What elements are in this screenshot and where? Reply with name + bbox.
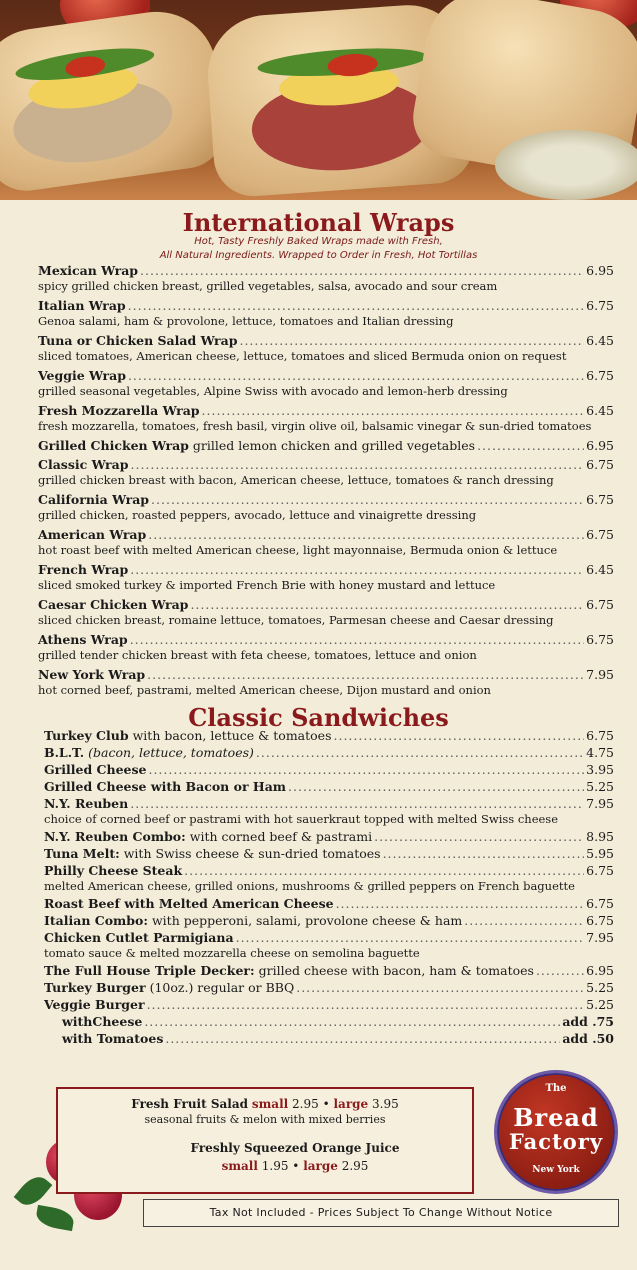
menu-item-name: American Wrap: [38, 527, 147, 542]
menu-item-inline-desc: (bacon, lettuce, tomatoes): [88, 745, 254, 760]
menu-item-price: 4.75: [586, 745, 614, 760]
dot-leader: [256, 745, 584, 761]
orange-juice-large-price: 2.95: [341, 1159, 369, 1173]
bullet-separator: •: [322, 1097, 330, 1111]
menu-item-name: B.L.T.: [44, 745, 85, 760]
dot-leader: [151, 492, 584, 508]
menu-item-name: Mexican Wrap: [38, 263, 139, 278]
menu-item: [44, 913, 614, 929]
menu-addon-price: add .50: [562, 1031, 614, 1046]
fruit-salad-small-label: small: [251, 1097, 289, 1111]
menu-item: [38, 527, 614, 559]
menu-item: [38, 263, 614, 295]
menu-item-price: 6.75: [586, 492, 614, 507]
menu-item-inline-desc: with pepperoni, salami, provolone cheese & ham: [151, 913, 463, 928]
dot-leader: [236, 930, 585, 946]
menu-item-price: 6.75: [586, 457, 614, 472]
menu-item-inline-desc: grilled lemon chicken and grilled vegetables: [192, 438, 476, 453]
menu-item-name: Turkey Club: [44, 728, 129, 743]
menu-item-price: 6.45: [586, 403, 614, 418]
fruit-salad-large-price: 3.95: [372, 1097, 399, 1111]
menu-item-price: 6.75: [586, 368, 614, 383]
hero-photo-wraps: [0, 0, 637, 200]
menu-item-description: sliced smoked turkey & imported French Brie with honey mustard and lettuce: [38, 578, 496, 592]
menu-item-price: 6.75: [586, 896, 614, 911]
dot-leader: [130, 796, 584, 812]
dot-leader: [334, 728, 585, 744]
menu-item-name: French Wrap: [38, 562, 129, 577]
menu-item: [38, 597, 614, 629]
dot-leader: [128, 298, 584, 314]
menu-item-price: 6.95: [586, 438, 614, 453]
dot-leader: [477, 438, 584, 454]
menu-item-description: choice of corned beef or pastrami with hot sauerkraut topped with melted Swiss cheese: [44, 812, 559, 826]
menu-item-description: tomato sauce & melted mozzarella cheese on semolina baguette: [44, 946, 420, 960]
menu-item-price: 6.75: [586, 632, 614, 647]
menu-item: [38, 438, 614, 454]
menu-item: [38, 492, 614, 524]
menu-item-inline-desc: grilled cheese with bacon, ham & tomatoes: [258, 963, 534, 978]
menu-addon-name: withCheese: [62, 1014, 143, 1029]
dot-leader: [296, 980, 584, 996]
dot-leader: [130, 562, 584, 578]
dot-leader: [464, 913, 584, 929]
section-subtitle-wraps-line2: All Natural Ingredients. Wrapped to Order in Fresh, Hot Tortillas: [159, 250, 478, 261]
menu-item: [44, 930, 614, 962]
fruit-salad-name: Fresh Fruit Salad: [131, 1097, 249, 1111]
menu-item: [38, 632, 614, 664]
section-title-wraps: International Wraps: [182, 208, 455, 237]
menu-item-price: 6.95: [586, 263, 614, 278]
menu-item: [38, 562, 614, 594]
menu-addon: [44, 1031, 614, 1047]
dot-leader: [190, 597, 584, 613]
menu-item-price: 5.25: [586, 980, 614, 995]
menu-item-name: Turkey Burger: [44, 980, 146, 995]
bullet-separator: •: [292, 1159, 300, 1173]
fruit-salad-small-price: 2.95: [292, 1097, 319, 1111]
menu-item: [44, 846, 614, 862]
menu-item-inline-desc: with bacon, lettuce & tomatoes: [132, 728, 332, 743]
orange-juice-small-price: 1.95: [261, 1159, 289, 1173]
menu-item-price: 5.25: [586, 997, 614, 1012]
dot-leader: [184, 863, 584, 879]
bread-factory-logo: [497, 1073, 615, 1191]
menu-item-name: Caesar Chicken Wrap: [38, 597, 189, 612]
menu-item-price: 6.45: [586, 562, 614, 577]
dot-leader: [131, 457, 585, 473]
dot-leader: [165, 1031, 560, 1047]
dot-leader: [147, 997, 585, 1013]
menu-item-name: Chicken Cutlet Parmigiana: [44, 930, 234, 945]
logo-name-line2: Factory: [508, 1129, 604, 1154]
dot-leader: [144, 1014, 560, 1030]
menu-item-inline-desc: with Swiss cheese & sun-dried tomatoes: [123, 846, 381, 861]
menu-item-name: Italian Wrap: [38, 298, 126, 313]
menu-item-name: Classic Wrap: [38, 457, 129, 472]
logo-city-text: New York: [532, 1165, 580, 1175]
dot-leader: [374, 829, 584, 845]
menu-item: [38, 457, 614, 489]
wraps-menu-list: [38, 263, 614, 702]
menu-item-price: 6.75: [586, 728, 614, 743]
dot-leader: [128, 368, 584, 384]
menu-item-price: 5.25: [586, 779, 614, 794]
orange-juice-name: Freshly Squeezed Orange Juice: [190, 1141, 400, 1155]
menu-item-description: hot corned beef, pastrami, melted American cheese, Dijon mustard and onion: [38, 683, 491, 697]
menu-item-name: Grilled Cheese: [44, 762, 147, 777]
menu-item: [38, 298, 614, 330]
menu-item-price: 6.75: [586, 298, 614, 313]
menu-item-price: 6.75: [586, 597, 614, 612]
menu-item: [44, 896, 614, 912]
menu-item-price: 6.75: [586, 913, 614, 928]
menu-item-name: California Wrap: [38, 492, 150, 507]
menu-item-description: melted American cheese, grilled onions, mushrooms & grilled peppers on French baguette: [44, 879, 575, 893]
logo-the-text: The: [545, 1083, 567, 1094]
menu-item: [44, 980, 614, 996]
dot-leader: [288, 779, 584, 795]
menu-item-price: 6.75: [586, 863, 614, 878]
menu-item-name: New York Wrap: [38, 667, 146, 682]
orange-juice-large-label: large: [303, 1159, 338, 1173]
price-notice: Tax Not Included - Prices Subject To Change Without Notice: [143, 1199, 619, 1227]
menu-addon-name: with Tomatoes: [62, 1031, 164, 1046]
dip-bowl-image: [495, 130, 637, 200]
menu-item: [44, 829, 614, 845]
menu-item-description: grilled seasonal vegetables, Alpine Swiss with avocado and lemon-herb dressing: [38, 384, 508, 398]
menu-item-inline-desc: (10oz.) regular or BBQ: [149, 980, 295, 995]
menu-item-name: N.Y. Reuben: [44, 796, 129, 811]
menu-item-price: 7.95: [586, 930, 614, 945]
menu-item-price: 5.95: [586, 846, 614, 861]
section-subtitle-wraps-line1: Hot, Tasty Freshly Baked Wraps made with Fresh,: [194, 236, 443, 247]
menu-item-name: Grilled Chicken Wrap: [38, 438, 189, 453]
fruit-salad-description: seasonal fruits & melon with mixed berries: [144, 1113, 386, 1126]
menu-item-name: Fresh Mozzarella Wrap: [38, 403, 200, 418]
menu-item-description: sliced chicken breast, romaine lettuce, tomatoes, Parmesan cheese and Caesar dressing: [38, 613, 554, 627]
menu-item: [44, 997, 614, 1013]
menu-item: [44, 728, 614, 744]
menu-item-description: spicy grilled chicken breast, grilled vegetables, salsa, avocado and sour cream: [38, 279, 498, 293]
menu-item-description: grilled chicken breast with bacon, American cheese, lettuce, tomatoes & ranch dressing: [38, 473, 554, 487]
dot-leader: [336, 896, 585, 912]
menu-item-description: grilled chicken, roasted peppers, avocado, lettuce and vinaigrette dressing: [38, 508, 477, 522]
menu-addon-price: add .75: [562, 1014, 614, 1029]
menu-item-name: Tuna or Chicken Salad Wrap: [38, 333, 238, 348]
menu-item: [44, 779, 614, 795]
section-title-sandwiches: Classic Sandwiches: [188, 703, 449, 732]
menu-item-name: Italian Combo:: [44, 913, 148, 928]
menu-item-description: hot roast beef with melted American cheese, light mayonnaise, Bermuda onion & lettuce: [38, 543, 558, 557]
fruit-salad-large-label: large: [333, 1097, 369, 1111]
extras-box: [56, 1087, 474, 1194]
menu-addon: [44, 1014, 614, 1030]
orange-juice-small-label: small: [221, 1159, 258, 1173]
menu-item-inline-desc: with corned beef & pastrami: [189, 829, 373, 844]
menu-item-name: Athens Wrap: [38, 632, 128, 647]
menu-item-name: The Full House Triple Decker:: [44, 963, 255, 978]
dot-leader: [140, 263, 584, 279]
menu-item: [44, 745, 614, 761]
menu-item-price: 8.95: [586, 829, 614, 844]
dot-leader: [148, 527, 584, 543]
dot-leader: [239, 333, 584, 349]
menu-item: [44, 796, 614, 828]
menu-item: [38, 403, 614, 435]
dot-leader: [130, 632, 584, 648]
menu-item: [44, 762, 614, 778]
menu-item-description: grilled tender chicken breast with feta cheese, tomatoes, lettuce and onion: [38, 648, 477, 662]
menu-item-name: Veggie Wrap: [38, 368, 126, 383]
menu-item-price: 6.45: [586, 333, 614, 348]
menu-item: [44, 863, 614, 895]
menu-item-price: 6.75: [586, 527, 614, 542]
fruit-salad-line: [58, 1097, 472, 1111]
menu-item-description: sliced tomatoes, American cheese, lettuce, tomatoes and sliced Bermuda onion on request: [38, 349, 567, 363]
menu-item-description: Genoa salami, ham & provolone, lettuce, tomatoes and Italian dressing: [38, 314, 454, 328]
menu-item-price: 3.95: [586, 762, 614, 777]
menu-item-description: fresh mozzarella, tomatoes, fresh basil, virgin olive oil, balsamic vinegar & sun-dried tomatoes: [38, 419, 592, 433]
dot-leader: [536, 963, 584, 979]
menu-item-name: Veggie Burger: [44, 997, 145, 1012]
menu-item-price: 6.95: [586, 963, 614, 978]
dot-leader: [148, 762, 584, 778]
menu-item-price: 7.95: [586, 796, 614, 811]
menu-item-name: Philly Cheese Steak: [44, 863, 183, 878]
menu-item-name: Grilled Cheese with Bacon or Ham: [44, 779, 287, 794]
menu-item-name: N.Y. Reuben Combo:: [44, 829, 186, 844]
menu-item: [38, 368, 614, 400]
menu-item-price: 7.95: [586, 667, 614, 682]
menu-item: [38, 333, 614, 365]
orange-juice-prices: [88, 1159, 502, 1173]
dot-leader: [147, 667, 584, 683]
menu-item: [44, 963, 614, 979]
dot-leader: [202, 403, 585, 419]
menu-item-name: Tuna Melt:: [44, 846, 120, 861]
menu-item: [38, 667, 614, 699]
menu-item-name: Roast Beef with Melted American Cheese: [44, 896, 334, 911]
dot-leader: [383, 846, 585, 862]
sandwiches-menu-list: [44, 728, 614, 1048]
logo-name-line1: Bread: [513, 1103, 599, 1132]
